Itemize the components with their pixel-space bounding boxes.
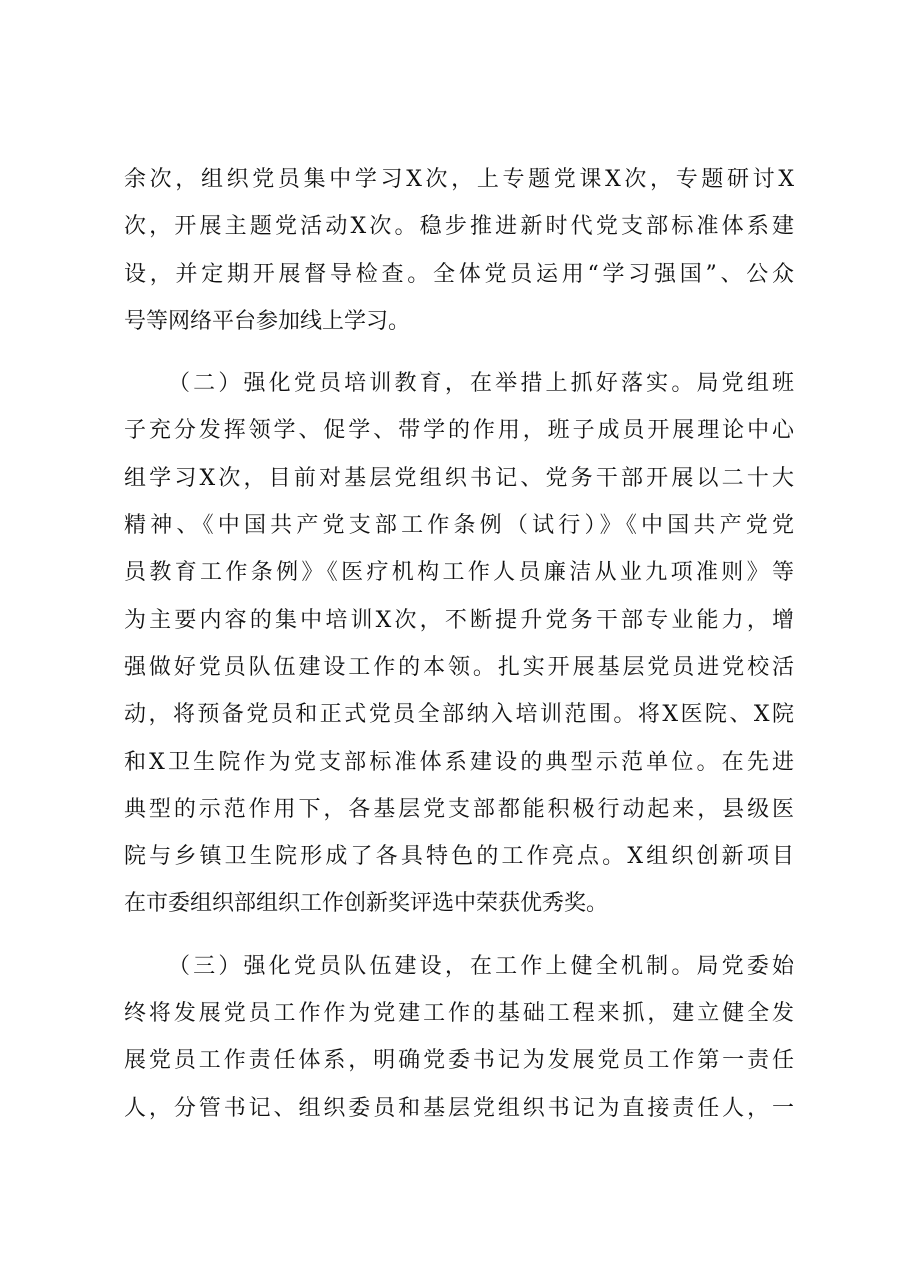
text-line: 终将发展党员工作作为党建工作的基础工程来抓，建立健全发 (124, 1001, 794, 1027)
text-line: （二）强化党员培训教育，在举措上抓好落实。局党组班 (168, 371, 794, 397)
text-line: 为主要内容的集中培训X次，不断提升党务干部专业能力，增 (124, 607, 794, 633)
text-line: （三）强化党员队伍建设，在工作上健全机制。局党委始 (168, 953, 794, 979)
text-line: 组学习X次，目前对基层党组织书记、党务干部开展以二十大 (124, 465, 794, 491)
text-line: 子充分发挥领学、促学、带学的作用，班子成员开展理论中心 (124, 418, 794, 444)
text-line: 次，开展主题党活动X次。稳步推进新时代党支部标准体系建 (124, 214, 794, 240)
text-line: 强做好党员队伍建设工作的本领。扎实开展基层党员进党校活 (124, 654, 794, 680)
paragraph-2 (124, 360, 794, 928)
text-line: 设，并定期开展督导检查。全体党员运用“学习强国”、公众 (124, 261, 794, 287)
text-line: 和X卫生院作为党支部标准体系建设的典型示范单位。在先进 (124, 749, 794, 775)
text-line: 员教育工作条例》《医疗机构工作人员廉洁从业九项准则》等 (124, 560, 794, 586)
paragraph-1 (124, 156, 794, 345)
text-line: 在市委组织部组织工作创新奖评选中荣获优秀奖。 (124, 891, 609, 917)
text-line: 动，将预备党员和正式党员全部纳入培训范围。将X医院、X院 (124, 702, 794, 728)
paragraph-3 (124, 943, 794, 1132)
text-line: 精神、《中国共产党支部工作条例（试行）》《中国共产党党 (124, 513, 794, 539)
document-body (124, 156, 794, 1132)
text-line: 人，分管书记、组织委员和基层党组织书记为直接责任人，一 (124, 1095, 794, 1121)
text-line: 院与乡镇卫生院形成了各具特色的工作亮点。X组织创新项目 (124, 844, 794, 870)
text-line: 号等网络平台参加线上学习。 (124, 308, 411, 334)
text-line: 典型的示范作用下，各基层党支部都能积极行动起来，县级医 (124, 796, 794, 822)
text-line: 余次，组织党员集中学习X次，上专题党课X次，专题研讨X (124, 167, 794, 192)
text-line: 展党员工作责任体系，明确党委书记为发展党员工作第一责任 (124, 1048, 794, 1074)
